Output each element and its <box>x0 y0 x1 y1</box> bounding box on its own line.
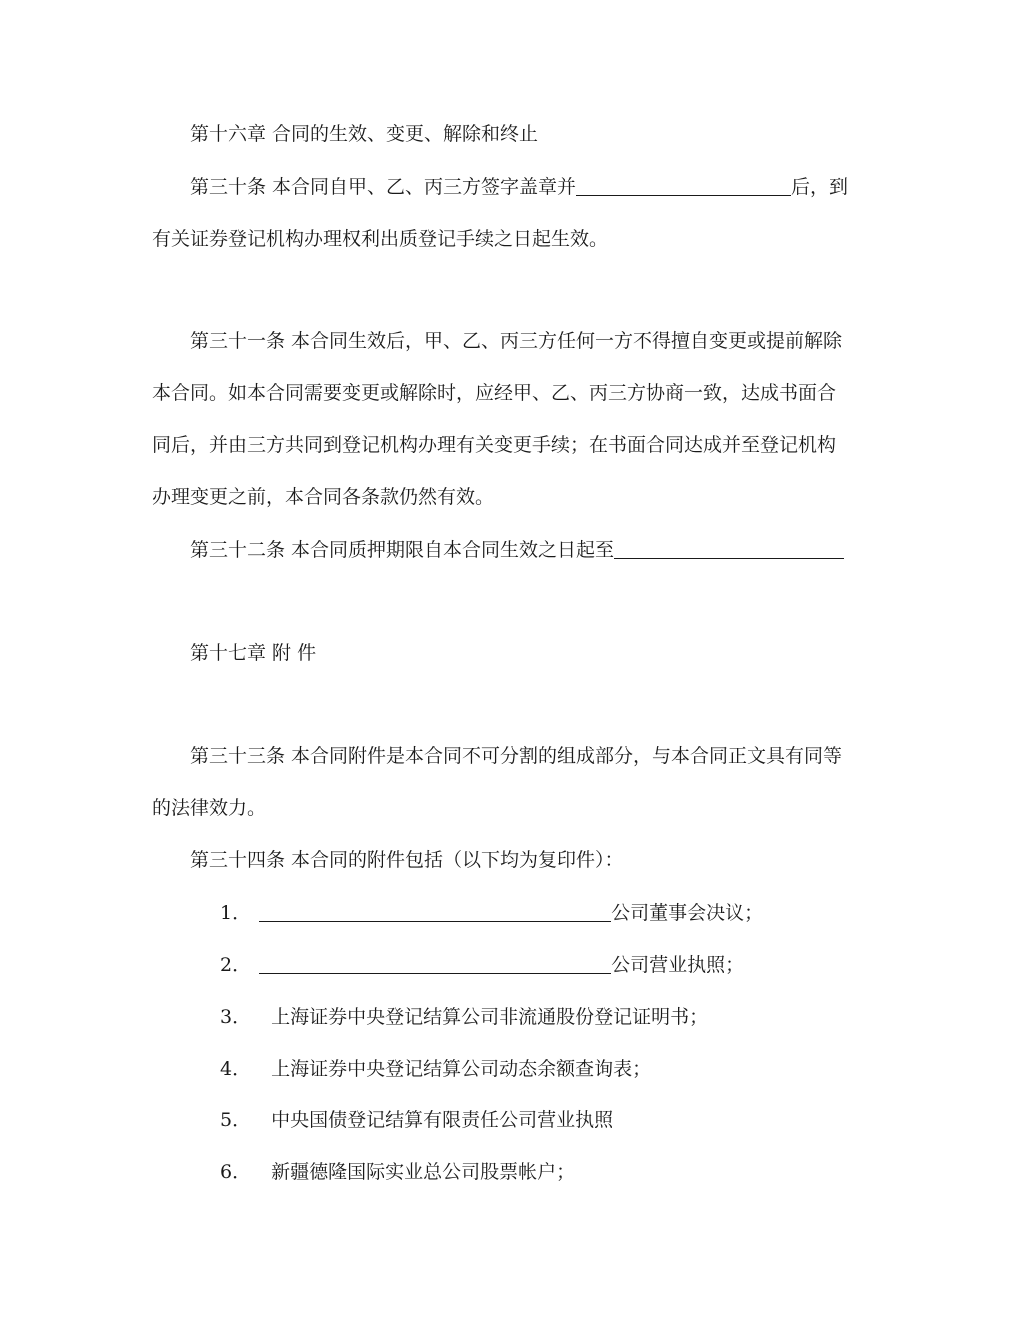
article-34-intro: 第三十四条 本合同的附件包括（以下均为复印件）： <box>190 849 624 871</box>
article-31-line-4: 办理变更之前，本合同各条款仍然有效。 <box>152 486 495 508</box>
article-30-line-1 <box>190 174 848 200</box>
attachment-number: 1． <box>220 902 252 924</box>
article-31-line-2: 本合同。如本合同需要变更或解除时，应经甲、乙、丙三方协商一致，达成书面合 <box>152 382 837 404</box>
article-30-text-after: 后，到 <box>791 176 849 198</box>
article-30-line-2: 有关证券登记机构办理权利出质登记手续之日起生效。 <box>152 228 609 250</box>
attachment-number: 4． <box>220 1058 252 1080</box>
attachment-text: 上海证券中央登记结算公司动态余额查询表； <box>271 1058 652 1080</box>
attachment-item <box>220 900 763 926</box>
attachment-item <box>220 1107 613 1133</box>
attachment-text: 公司董事会决议； <box>611 902 764 924</box>
attachment-item <box>220 952 744 978</box>
attachment-blank <box>259 901 611 922</box>
article-32-blank <box>614 538 844 559</box>
attachment-number: 3． <box>220 1006 252 1028</box>
attachment-text: 中央国债登记结算有限责任公司营业执照 <box>271 1109 614 1131</box>
attachment-item <box>220 1004 708 1030</box>
article-30-blank <box>576 175 791 196</box>
article-31-line-1: 第三十一条 本合同生效后，甲、乙、丙三方任何一方不得擅自变更或提前解除 <box>190 330 843 352</box>
attachment-item <box>220 1159 575 1185</box>
attachment-number: 2． <box>220 954 252 976</box>
attachment-blank <box>259 953 611 974</box>
article-30-text-before: 第三十条 本合同自甲、乙、丙三方签字盖章并 <box>190 176 577 198</box>
article-33-line-2: 的法律效力。 <box>152 797 267 819</box>
attachment-text: 上海证券中央登记结算公司非流通股份登记证明书； <box>271 1006 709 1028</box>
article-32-text: 第三十二条 本合同质押期限自本合同生效之日起至 <box>190 539 615 561</box>
attachment-text: 公司营业执照； <box>611 954 745 976</box>
chapter-17-title: 第十七章 附 件 <box>190 642 317 664</box>
attachment-number: 5． <box>220 1109 252 1131</box>
attachment-item <box>220 1056 651 1082</box>
article-31-line-3: 同后，并由三方共同到登记机构办理有关变更手续；在书面合同达成并至登记机构 <box>152 434 837 456</box>
article-33-line-1: 第三十三条 本合同附件是本合同不可分割的组成部分，与本合同正文具有同等 <box>190 745 843 767</box>
attachment-number: 6． <box>220 1161 252 1183</box>
attachment-text: 新疆德隆国际实业总公司股票帐户； <box>271 1161 576 1183</box>
chapter-16-title: 第十六章 合同的生效、变更、解除和终止 <box>190 123 539 145</box>
article-32-line <box>190 537 844 563</box>
